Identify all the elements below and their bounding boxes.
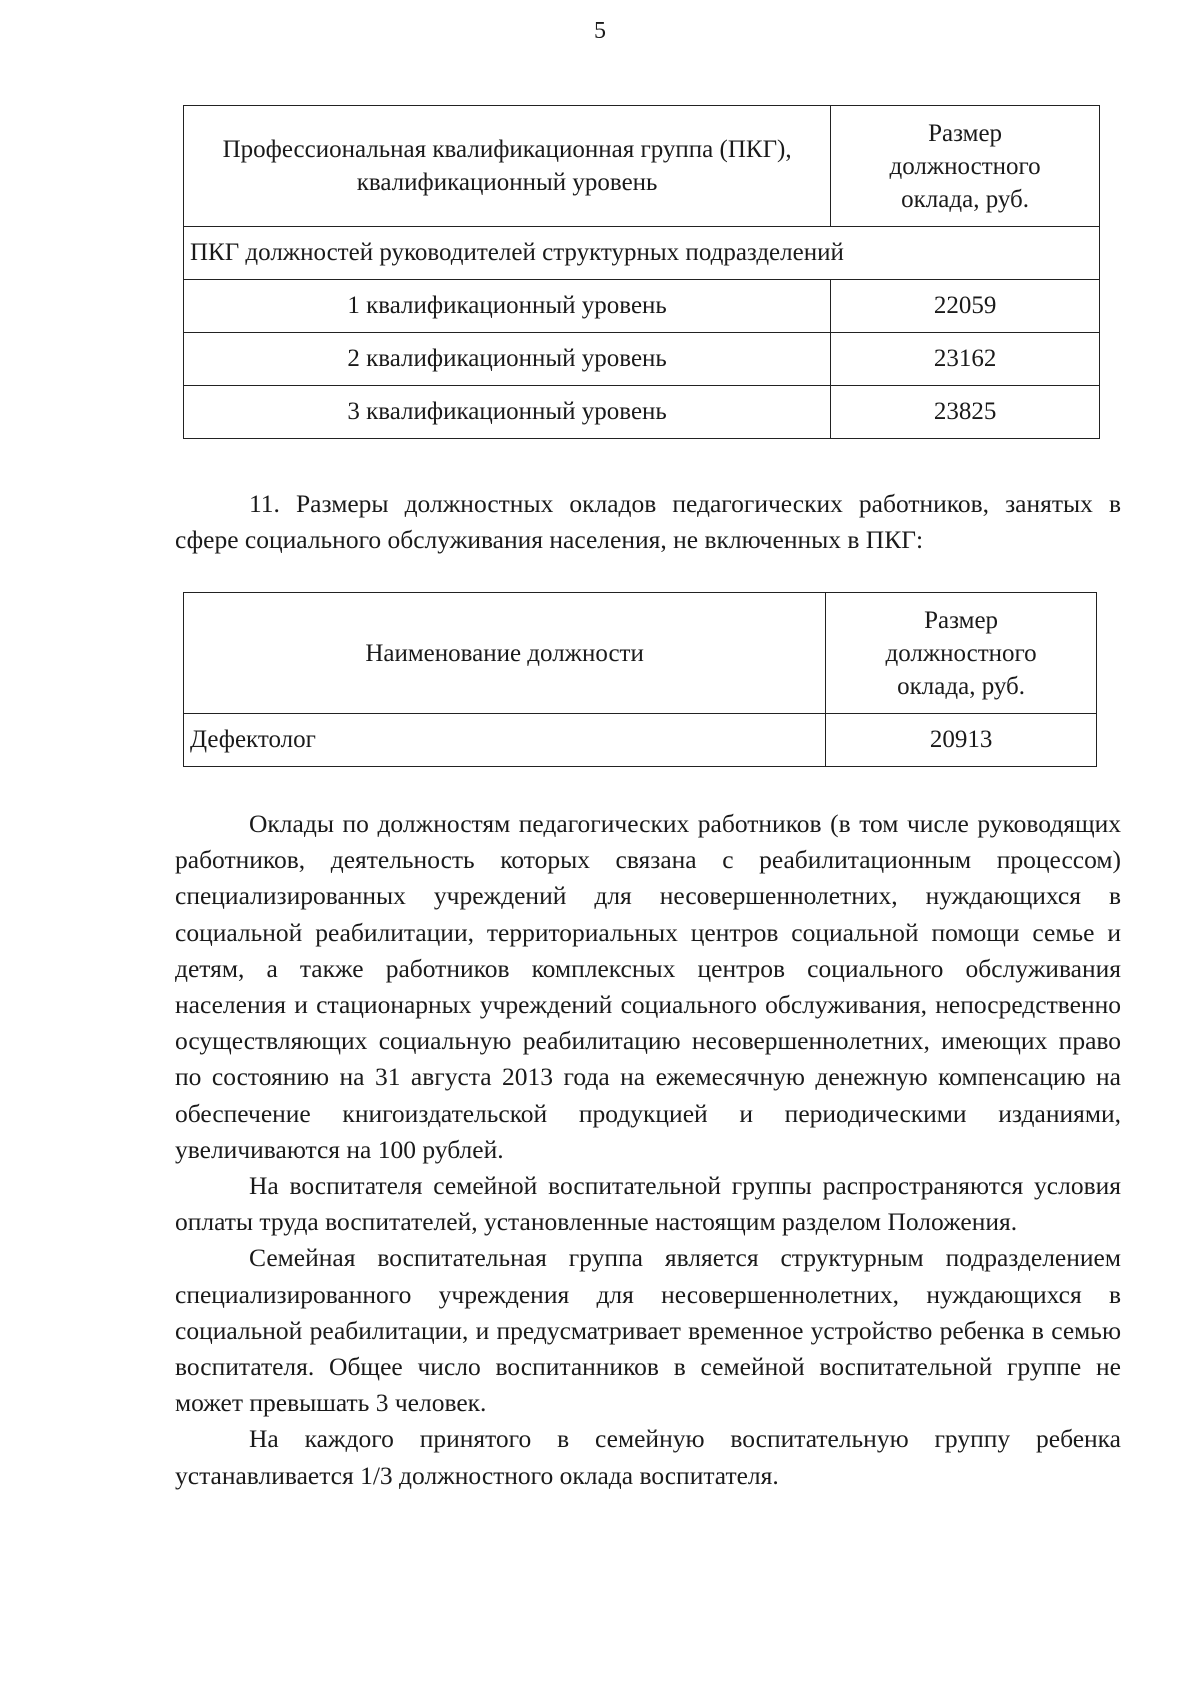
section-11-text: 11. Размеры должностных окладов педагогических работников, занятых в сфере социального обслуживания населения, не включенных в ПКГ: <box>175 489 1121 555</box>
table-row <box>184 714 1097 767</box>
table-header-row <box>184 106 1100 227</box>
paragraph-educator-conditions: На воспитателя семейной воспитательной группы распространяются условия оплаты труда воспитателей, установленные настоящим разделом Положения. <box>175 1171 1121 1237</box>
salary-value: 20913 <box>826 714 1097 767</box>
group-row <box>184 227 1100 280</box>
table-header-row <box>184 593 1097 714</box>
header-salary-line-3: оклада, руб. <box>897 672 1026 700</box>
header-salary-line-3: оклада, руб. <box>901 185 1030 213</box>
qualification-level: 3 квалификационный уровень <box>184 386 831 439</box>
paragraph-salary-increase: Оклады по должностям педагогических работников (в том числе руководящих работников, деятельность которых связана с реабилитационным процессом) специализированных учреждений для несовершеннолетних, нуждающихся в социальной реабилитации, территориальных центров социальной помощи семье и детям, а также работников комплексных центров социального обслуживания населения и стационарных учреждений социального обслуживания, непосредственно осуществляющих социальную реабилитацию несовершеннолетних, имеющих право по состоянию на 31 августа 2013 года на ежемесячную денежную компенсацию на обеспечение книгоиздательской продукцией и периодическими изданиями, увеличиваются на 100 рублей. <box>175 809 1121 1164</box>
salary-table-non-pkg <box>183 592 1097 767</box>
header-salary-line-2: должностного <box>885 639 1037 667</box>
salary-value: 22059 <box>831 280 1100 333</box>
group-title: ПКГ должностей руководителей структурных подразделений <box>184 227 1100 280</box>
salary-value: 23162 <box>831 333 1100 386</box>
table-row <box>184 386 1100 439</box>
header-salary-line-1: Размер <box>928 119 1003 147</box>
header-salary <box>826 593 1097 714</box>
section-11-intro <box>175 486 1121 558</box>
header-salary-line-2: должностного <box>889 152 1041 180</box>
page-number: 5 <box>594 18 606 44</box>
salary-table-pkg <box>183 105 1100 439</box>
table-row <box>184 280 1100 333</box>
position-name: Дефектолог <box>184 714 826 767</box>
paragraph-family-group: Семейная воспитательная группа является структурным подразделением специализированного учреждения для несовершеннолетних, нуждающихся в социальной реабилитации, и предусматривает временное устройство ребенка в семью воспитателя. Общее число воспитанников в семейной воспитательной группе не может превышать 3 человек. <box>175 1243 1121 1418</box>
qualification-level: 2 квалификационный уровень <box>184 333 831 386</box>
header-salary-line-1: Размер <box>924 606 999 634</box>
salary-value: 23825 <box>831 386 1100 439</box>
qualification-level: 1 квалификационный уровень <box>184 280 831 333</box>
header-qualification-group: Профессиональная квалификационная группа (ПКГ), квалификационный уровень <box>184 106 831 227</box>
paragraph-child-allowance: На каждого принятого в семейную воспитательную группу ребенка устанавливается 1/3 должностного оклада воспитателя. <box>175 1424 1121 1490</box>
header-position-name: Наименование должности <box>184 593 826 714</box>
header-salary <box>831 106 1100 227</box>
body-text <box>175 806 1121 1494</box>
table-row <box>184 333 1100 386</box>
